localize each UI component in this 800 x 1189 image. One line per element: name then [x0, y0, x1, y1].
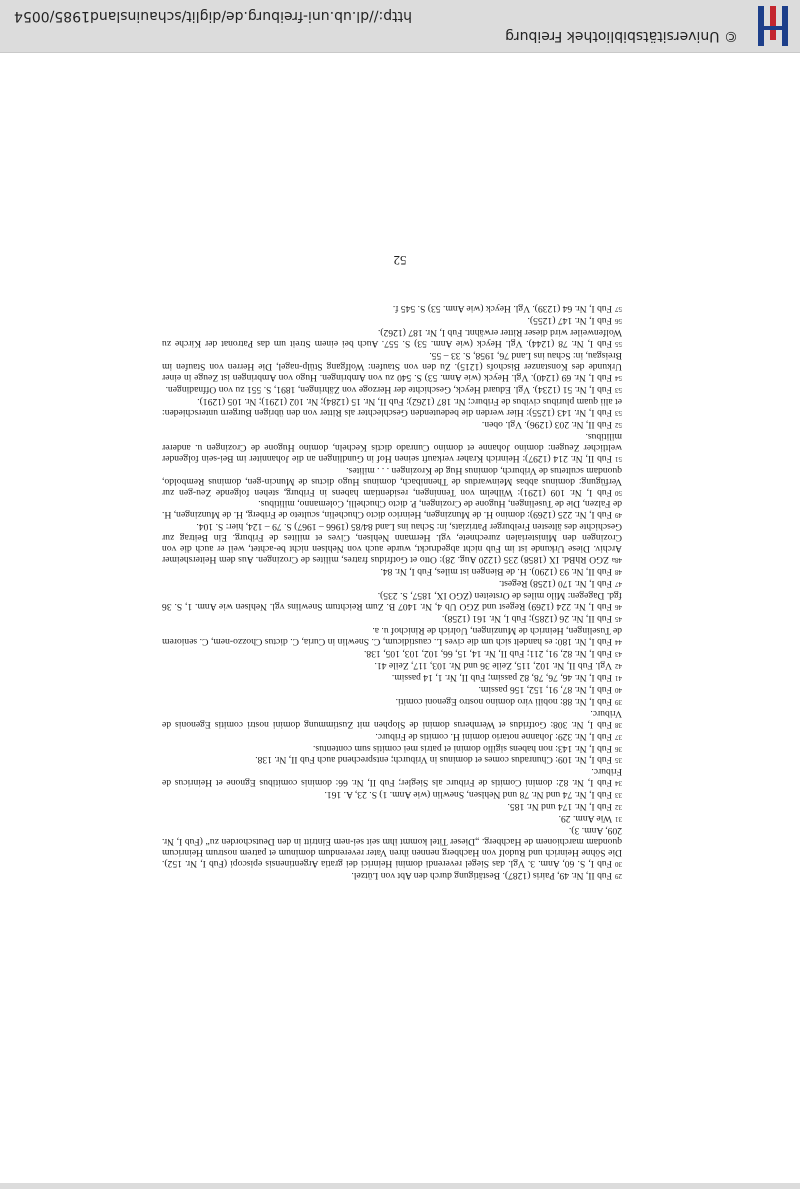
footnote-number: 56	[615, 317, 622, 326]
footnote-text: Fub I, Nr. 51 (1234). Vgl. Eduard Heyck, Geschichte der Herzoge von Zähringen, 1891, S. 551 zu von Offnadingen.	[165, 383, 612, 395]
footnote	[162, 314, 622, 326]
footnote-number: 40	[615, 685, 622, 694]
footnote-number: 42	[615, 661, 622, 670]
footnote	[162, 659, 622, 671]
footnote-number: 50	[615, 488, 622, 497]
footnote-text: Fub I, Nr. 82: domini Comitis de Friburc als Siegler; Fub II, Nr. 66: dominis comitibus Egnone et Heinricus de Friburc.	[162, 766, 622, 789]
footnote	[162, 707, 622, 730]
footnote	[162, 577, 622, 589]
footnote-number: 37	[615, 732, 622, 741]
footnote-number: 36	[615, 744, 622, 753]
footnote-number: 33	[615, 791, 622, 800]
footnote-number: 31	[615, 815, 622, 824]
footnote-number: 53	[615, 385, 622, 394]
footnote	[162, 671, 622, 683]
footnote-number: 49	[615, 511, 622, 520]
footnote-number: 48	[615, 568, 622, 577]
footnote	[162, 383, 622, 395]
footnote-text: Fub I, Nr. 170 (1258) Regest.	[499, 578, 612, 590]
footnote	[162, 824, 622, 869]
footnote	[162, 624, 622, 647]
footnote-text: Fub I, Nr. 69 (1240). Vgl. Heyck (wie Anm. 53) S. 540 zu von Ambringen. Hugo von Ambringen ist Zeuge in einer Urkunde des Konstanzer Bischofs (1215). Zu den von Staufen: Wolfgang Stülp-nagel, Die Herren von Staufen im Breisgau, in: Schau ins Land 76, 1958, S. 33 – 55.	[162, 350, 622, 384]
footnote-text: Vgl. Fub II, Nr. 102, 115, Zeile 36 und Nr. 103, 117, Zeile 41.	[374, 659, 612, 671]
footnote	[162, 565, 622, 577]
footnote-text: Fub I, Nr. 82, 91, 211; Fub II, Nr. 14, 15, 66, 102, 103, 105, 138.	[363, 647, 612, 659]
footnote-text: Fub II, Nr. 93 (1290). H. de Biengen ist miles, Fub I, Nr. 84.	[380, 566, 612, 578]
footnote	[162, 326, 622, 349]
footnote-text: Fub I, Nr. 74 und Nr. 78 und Nehlsen, Snewlin (wie Anm. 1) S. 23, A. 161.	[324, 789, 612, 801]
footnote-number: 45	[615, 615, 622, 624]
footnote	[162, 730, 622, 742]
footnote	[162, 589, 622, 612]
page-number: 52	[393, 253, 407, 268]
scanned-page	[0, 59, 800, 1189]
footnote	[162, 869, 622, 881]
footnote-number: 38	[615, 720, 622, 729]
footnote	[162, 430, 622, 464]
footnote	[162, 765, 622, 788]
footnote-number: 47	[615, 580, 622, 589]
footnote	[162, 800, 622, 812]
footnote-text: Fub I, S. 60, Anm. 3. Vgl. das Siegel reverendi domini Heinrici dei gratia Argentinensis episcopi (Fub I, Nr. 152). Die Söhne Heinrich und Rudolf von Hachberg nennen ihren Vater reverendum dominum et patrem nostrum Heinricum quondam marchionem de Hachberg. „Dieser Titel kommt ihm seit sei-nem Eintritt in den Deutschorden zu“ (Fub I, Nr. 209, Anm. 3).	[162, 825, 622, 870]
footnote-number: 48a	[611, 556, 622, 565]
footnote	[162, 754, 622, 766]
document-url[interactable]: http://dl.ub.uni-freiburg.de/diglit/schauinsland1985/0054	[14, 8, 412, 24]
footnote-number: 32	[615, 803, 622, 812]
footnote-text: Fub II, Nr. 203 (1296). Vgl. oben.	[481, 418, 612, 430]
footnote-number: 52	[615, 420, 622, 429]
footnote	[162, 683, 622, 695]
footnote	[162, 302, 622, 314]
footnotes	[162, 302, 622, 881]
footnote-text: Fub II, Nr. 49, Pairis (1287). Bestätigung durch den Abt von Lützel.	[351, 870, 612, 881]
footnote-text: Fub I, Nr. 78 (1244). Vgl. Heyck (wie Anm. 53) S. 557. Auch bei einem Streit um das Patronat der Kirche zu Wolfenweiler wird dieser Ritter erwähnt. Fub I, Nr. 187 (1262).	[162, 327, 622, 350]
footnote	[162, 418, 622, 430]
footnote-text: Fub I, Nr. 46, 76, 78, 82 passim; Fub II, Nr. 1, 14 passim.	[391, 671, 612, 683]
university-logo-icon[interactable]	[752, 4, 788, 48]
footnote-text: Fub II, Nr. 26 (1285); Fub I, Nr. 161 (1258).	[441, 613, 612, 625]
footnote-text: Fub I, Nr. 329: Johanne notario domini H. comitis de Friburc.	[375, 730, 612, 742]
footnote	[162, 695, 622, 707]
footnote	[162, 464, 622, 498]
footnote-number: 39	[615, 697, 622, 706]
footnote-text: Fub I, Nr. 109: Chunradus comes et dominus in Vriburch; entsprechend auch Fub II, Nr. 138.	[255, 754, 612, 766]
footnote	[162, 498, 622, 521]
footnote-text: Fub I, Nr. 64 (1239). Vgl. Heyck (wie Anm. 53) S. 545 f.	[392, 303, 612, 315]
footnote-text: Fub I, Nr. 174 und Nr. 185.	[507, 801, 612, 813]
footnote-number: 44	[615, 637, 622, 646]
footnote-number: 41	[615, 673, 622, 682]
footnote-text: Fub I, Nr. 225 (1269): domino H. de Munzingen, Heinrico dicto Chuchelin, sculteto de Friberg, H. de Munzingen, H. de Falzen, Die de Tuselingen, Hugone de Crozingen, P. dicto Chuchelli, Colemanno, militibus.	[162, 498, 622, 521]
footnote	[162, 812, 622, 824]
footnote-text: Fub I, Nr. 109 (1291): Wilhelm von Tenningen, residentiam habens in Friburg, stehen folgende Zeu-gen zur Verfügung: dominus abbas Meinwardus de Thennibach, dominus Hugo dictus de Muncin-gen, dominus Remboldo, quondam scultetus de Vriburch, dominus Hug de Krozingen . . . milites.	[162, 464, 622, 498]
footnote-text: Fub I, Nr. 143: non habens sigillo domini et patris mei comitis sum contentus.	[313, 742, 612, 754]
viewer-header	[0, 0, 800, 53]
footnote-number: 43	[615, 649, 622, 658]
copyright-text: © Universitätsbibliothek Freiburg	[505, 28, 738, 44]
footnote-number: 30	[615, 860, 622, 869]
footnote-text: Fub II, Nr. 214 (1297): Heinrich Kraher verkauft seinen Hof in Gundlingen an die Johanniter im Bei-sein folgender weltlicher Zeugen: domino Johanne et domino Cunrado dictis Kecheln, domino Hugone de Crozingen u. anderer militibus.	[162, 430, 622, 464]
footnote-number: 34	[615, 779, 622, 788]
footnote-text: Fub I, Nr. 180: es handelt sich um die cives L. caustidicum, C. Snewlin in Curia, C. dictus Chozzo-nem, C. seniorem de Tuselingen, Heinrich de Munzingen, Uolrich de Rinichof u. a.	[162, 624, 622, 647]
footnote-text: Wie Anm. 29.	[558, 813, 612, 825]
footnote	[162, 520, 622, 565]
footnote	[162, 395, 622, 418]
footnote-text: Fub I, Nr. 308: Gotfridus et Wernherus domini de Slophen mit Zustimmung domini nostri comitis Egenonis de Vriburc.	[162, 707, 622, 730]
footnote-number: 54	[615, 374, 622, 383]
footnote-number: 57	[615, 305, 622, 314]
footnote	[162, 647, 622, 659]
footnote-text: Fub I, Nr. 87, 91, 152, 156 passim.	[478, 683, 612, 695]
footnote	[162, 612, 622, 624]
footnote-number: 51	[615, 454, 622, 463]
footnote	[162, 742, 622, 754]
footnote-number: 55	[615, 340, 622, 349]
footnote-number: 29	[615, 872, 622, 880]
footnote-number: 53	[615, 408, 622, 417]
footnote-text: Fub I, Nr. 88: nobili viro domino nostro Egenoni comiti.	[395, 695, 612, 707]
footnote-text: Fub I, Nr. 143 (1255): Hier werden die bedeutenden Geschlechter als Ritter von den übrigen Burgern unterschieden: et alii quam pluribus civibus de Friburc; Nr. 187 (1262); Fub II, Nr. 15 (1284); Nr. 102 (1291); Nr. 105 (1291).	[162, 395, 622, 418]
footnote-number: 46	[615, 603, 622, 612]
footnote-text: Fub I, Nr. 224 (1269) Regest und ZGO Ub 4, Nr. 1407 B. Zum Reichtum Snewlins vgl. Nehlsen wie Anm. 1, S. 36 fgd. Dagegen: Milo miles de Orsteiten (ZGO IX, 1857, S. 235).	[162, 590, 622, 613]
footnote-text: ZGO RhBd. IX (1858) 235 (1220 Aug. 28): Otto et Gotfridus fratres, milites de Crozingen. Aus dem Heitersheimer Archiv. Diese Urkunde ist im Fub nicht abgedruckt, wurde auch von Nehlsen nicht be-achtet, weil er auch die von Crozingen den Ministerialen zurechnete, vgl. Hermann Nehlsen, Cives et milites de Friburg. Ein Beitrag zur Geschichte des ältesten Freiburger Patriziats, in: Schau ins Land 84/85 (1966 – 1967) S. 79 – 124, hier: S. 104.	[162, 521, 622, 566]
footnote-number: 35	[615, 756, 622, 765]
footnote-text: Fub I, Nr. 147 (1255).	[527, 315, 612, 327]
footnote	[162, 349, 622, 383]
footnote	[162, 788, 622, 800]
